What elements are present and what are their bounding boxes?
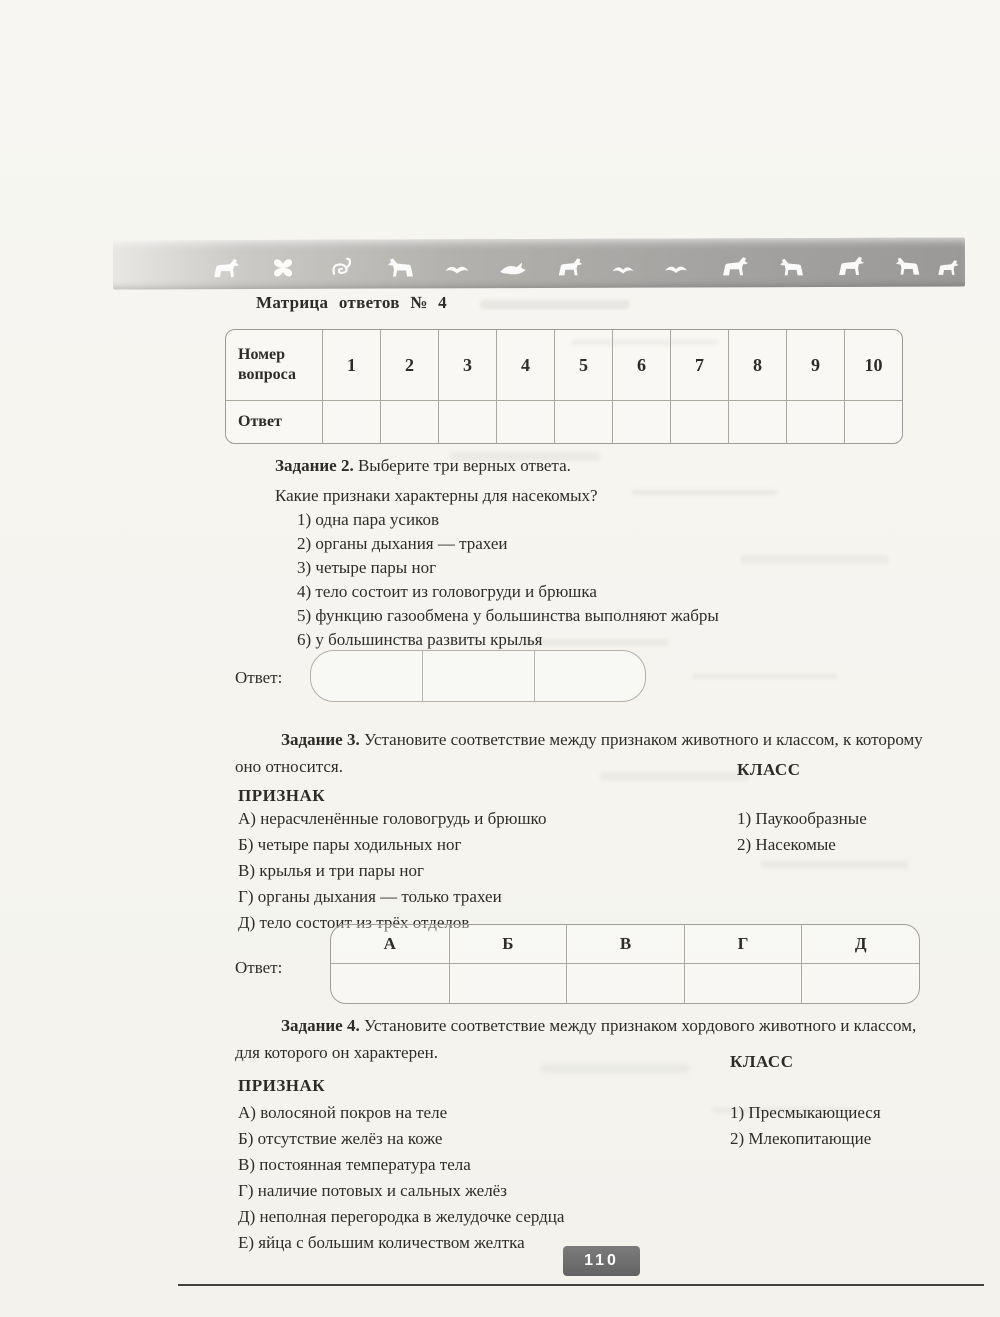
task3-answer-cell-g[interactable] — [684, 963, 802, 1003]
bison-icon — [209, 256, 243, 280]
deer-icon — [893, 255, 923, 278]
task2-option-4: 4) тело состоит из головогруди и брюшка — [297, 582, 597, 601]
task2-answer-label: Ответ: — [235, 668, 283, 687]
matrix-answer-cell-2[interactable] — [380, 400, 438, 443]
task3-answer-table — [330, 924, 920, 1004]
task3-feature-b: Б) четыре пары ходильных ног — [238, 835, 462, 854]
horse-icon — [935, 258, 961, 278]
task3-feature-g: Г) органы дыхания — только трахеи — [238, 887, 502, 906]
task3-class-header: КЛАСС — [737, 760, 801, 779]
task4-feature-g: Г) наличие потовых и сальных желёз — [238, 1181, 507, 1200]
answer-matrix-table — [225, 329, 903, 444]
task2-option-2: 2) органы дыхания — трахеи — [297, 534, 508, 553]
task2-label: Задание 2. — [275, 456, 354, 475]
matrix-col-7: 7 — [670, 330, 728, 400]
matrix-answer-label: Ответ — [226, 400, 322, 443]
horse-icon — [719, 254, 751, 278]
task3-feature-d: Д) тело состоит из трёх отделов — [238, 913, 470, 932]
task4-feature-e: Е) яйца с большим количеством желтка — [238, 1233, 525, 1252]
task4-feature-d: Д) неполная перегородка в желудочке сердца — [238, 1207, 565, 1226]
task3-class-2: 2) Насекомые — [737, 835, 836, 854]
matrix-col-4: 4 — [496, 330, 554, 400]
scorpion-icon — [329, 256, 355, 280]
matrix-answer-cell-5[interactable] — [554, 400, 612, 443]
whale-icon — [497, 257, 529, 279]
matrix-row-header: Номер вопроса — [238, 346, 296, 383]
task3-feature-header: ПРИЗНАК — [238, 786, 326, 805]
task2-answer-cell-2[interactable] — [422, 651, 533, 701]
task3-features — [238, 806, 546, 936]
task4-feature-v: В) постоянная температура тела — [238, 1155, 471, 1174]
task3-answer-col-v: В — [566, 925, 684, 963]
matrix-col-5: 5 — [554, 330, 612, 400]
matrix-title: Матрица ответов № 4 — [256, 293, 447, 312]
task2-option-1: 1) одна пара усиков — [297, 510, 439, 529]
matrix-answer-cell-1[interactable] — [322, 400, 380, 443]
task3-answer-col-a: А — [383, 934, 396, 953]
matrix-col-6: 6 — [612, 330, 670, 400]
task2-heading — [235, 452, 937, 479]
task3-answer-cell-d[interactable] — [801, 963, 919, 1003]
matrix-col-2: 2 — [380, 330, 438, 400]
task2-option-6: 6) у большинства развиты крылья — [297, 630, 543, 649]
horse-icon — [835, 254, 867, 278]
matrix-answer-cell-6[interactable] — [612, 400, 670, 443]
task4-class-2: 2) Млекопитающие — [730, 1129, 872, 1148]
task2-option-3: 3) четыре пары ног — [297, 558, 437, 577]
bird-icon — [611, 261, 635, 279]
task4-label: Задание 4. — [281, 1016, 360, 1035]
task3-answer-cell-a[interactable] — [331, 963, 449, 1003]
task3-answer-label: Ответ: — [235, 958, 283, 977]
matrix-col-9: 9 — [786, 330, 844, 400]
task2-answer-cell-1[interactable] — [311, 651, 422, 701]
task3-answer-cell-b[interactable] — [449, 963, 567, 1003]
task3-answer-col-b: Б — [449, 925, 567, 963]
matrix-answer-cell-9[interactable] — [786, 400, 844, 443]
animal-banner — [113, 238, 965, 290]
task3-answer-cell-v[interactable] — [566, 963, 684, 1003]
task4-class-1: 1) Пресмыкающиеся — [730, 1103, 881, 1122]
task3-label: Задание 3. — [281, 730, 360, 749]
task3-heading — [235, 726, 937, 780]
matrix-answer-cell-7[interactable] — [670, 400, 728, 443]
task4-heading — [235, 1012, 937, 1066]
butterfly-icon — [271, 256, 295, 280]
horse-icon — [385, 255, 417, 279]
task2-option-5: 5) функцию газообмена у большинства выполняют жабры — [297, 606, 719, 625]
footer-rule — [178, 1284, 984, 1286]
task2-options — [297, 508, 719, 652]
task4-feature-a: А) волосяной покров на теле — [238, 1103, 448, 1122]
task4-features — [238, 1100, 564, 1256]
task2-answer-cell-3[interactable] — [534, 651, 645, 701]
task3-classes — [737, 806, 867, 858]
matrix-col-1: 1 — [322, 330, 380, 400]
wolf-icon — [777, 256, 807, 278]
task4-feature-header: ПРИЗНАК — [238, 1076, 326, 1095]
task4-class-header: КЛАСС — [730, 1052, 794, 1071]
task2-question: Какие признаки характерны для насекомых? — [275, 486, 598, 505]
bird-icon — [443, 259, 471, 279]
matrix-answer-cell-8[interactable] — [728, 400, 786, 443]
matrix-col-10: 10 — [844, 330, 902, 400]
task4-instruction: Установите соответствие между признаком хордового животного и классом, для которого он характерен. — [235, 1016, 917, 1062]
task4-classes — [730, 1100, 881, 1152]
matrix-answer-cell-3[interactable] — [438, 400, 496, 443]
matrix-col-3: 3 — [438, 330, 496, 400]
task3-answer-col-d: Д — [801, 925, 919, 963]
page-number-badge: 110 — [563, 1246, 640, 1276]
matrix-col-8: 8 — [728, 330, 786, 400]
swan-icon — [663, 259, 689, 278]
task3-feature-a: А) нерасчленённые головогрудь и брюшко — [238, 809, 547, 828]
task4-feature-b: Б) отсутствие желёз на коже — [238, 1129, 443, 1148]
task3-answer-col-g: Г — [684, 925, 802, 963]
task3-feature-v: В) крылья и три пары ног — [238, 861, 424, 880]
task2-instruction: Выберите три верных ответа. — [357, 456, 571, 475]
task3-class-1: 1) Паукообразные — [737, 809, 867, 828]
deer-icon — [555, 255, 585, 279]
task2-answer-box — [310, 650, 646, 702]
task3-instruction: Установите соответствие между признаком животного и классом, к которому оно относится. — [235, 730, 923, 776]
matrix-answer-cell-4[interactable] — [496, 400, 554, 443]
matrix-answer-cell-10[interactable] — [844, 400, 902, 443]
